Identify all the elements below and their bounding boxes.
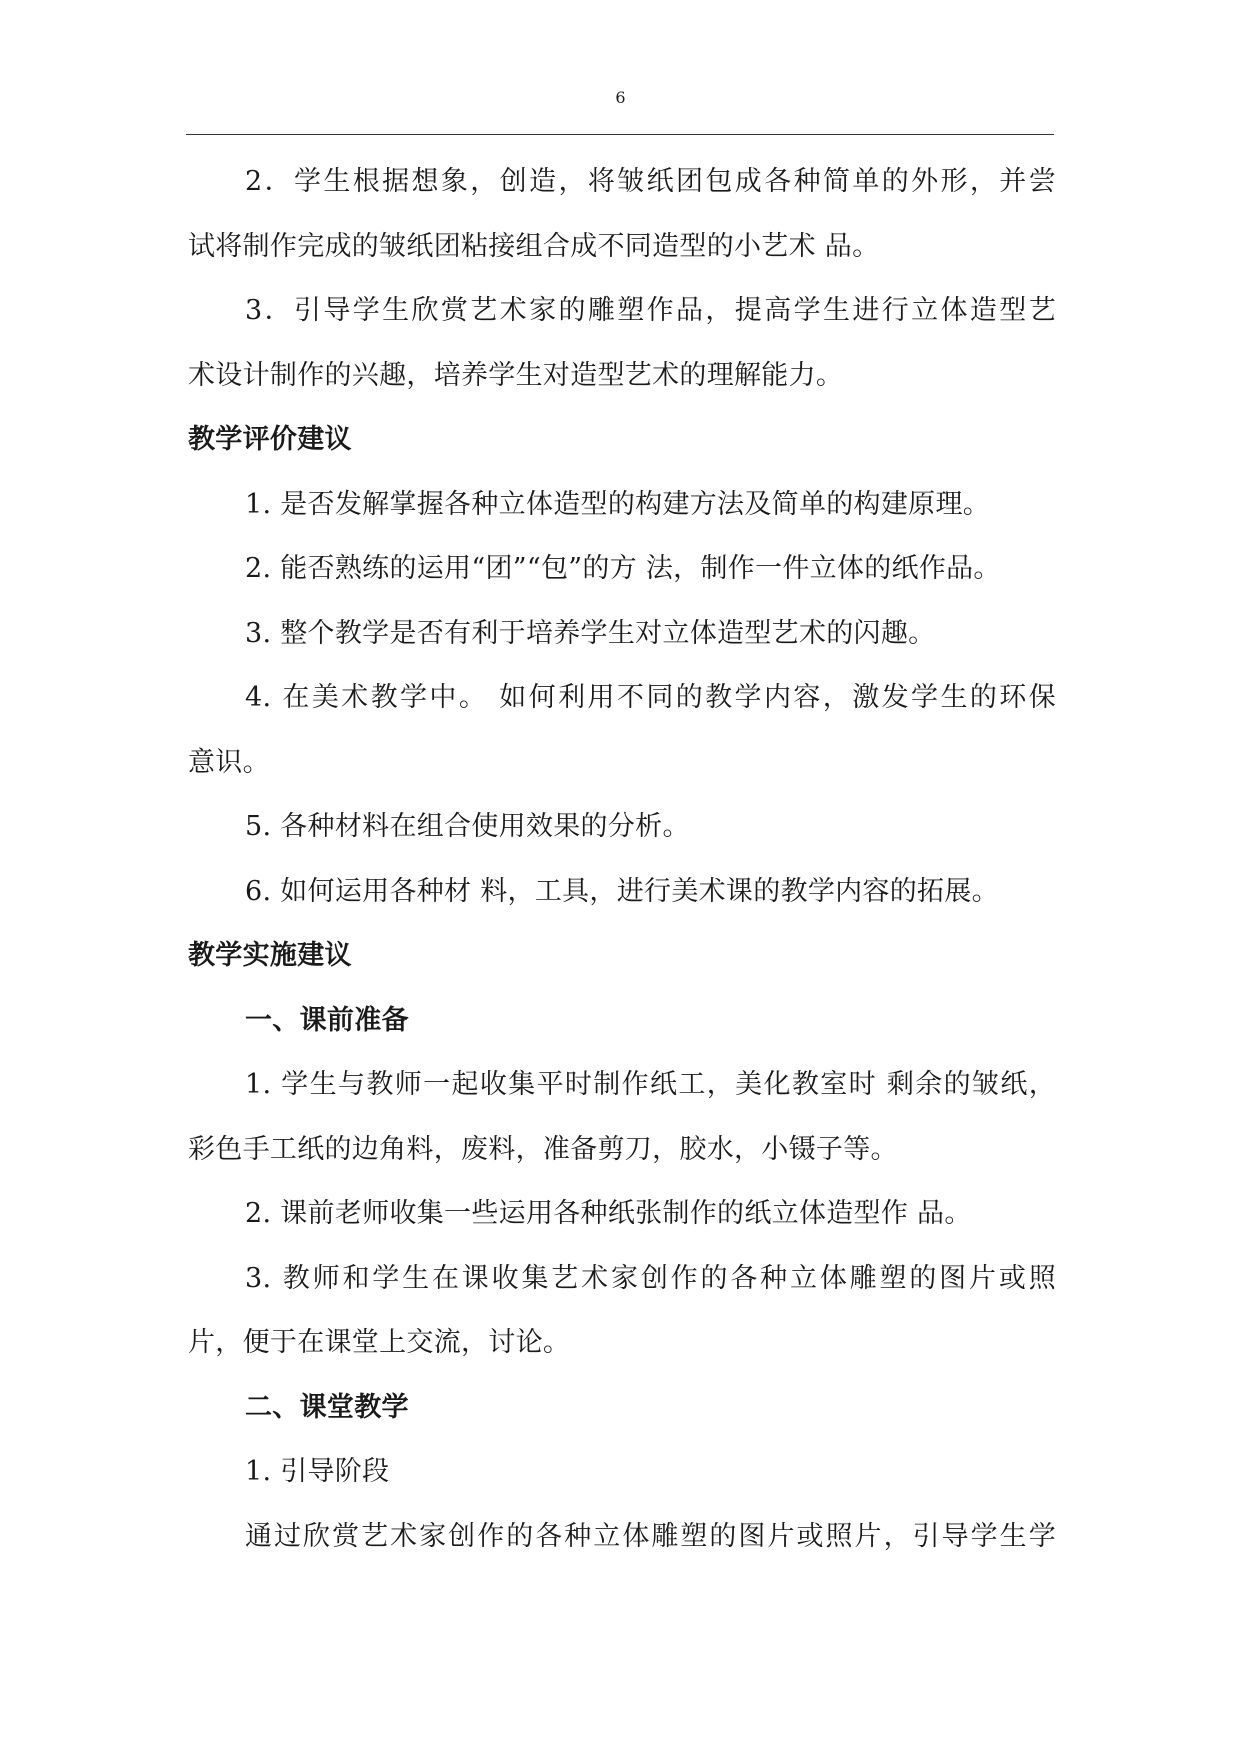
subsection-heading: 二、课堂教学 xyxy=(245,1391,409,1423)
paragraph-line: 意识。 xyxy=(188,746,270,778)
paragraph-line: 术设计制作的兴趣，培养学生对造型艺术的理解能力。 xyxy=(188,359,844,391)
list-item: 1. 是否发解掌握各种立体造型的构建方法及简单的构建原理。 xyxy=(245,488,991,520)
list-item: 3. 教师和学生在课收集艺术家创作的各种立体雕塑的图片或照 xyxy=(245,1262,1056,1294)
paragraph-line: 2．学生根据想象，创造，将皱纸团包成各种简单的外形，并尝 xyxy=(245,166,1056,197)
list-item: 2. 能否熟练的运用“团”“包”的方 法，制作一件立体的纸作品。 xyxy=(245,553,1001,584)
section-heading: 教学实施建议 xyxy=(188,940,352,971)
list-item: 5. 各种材料在组合使用效果的分析。 xyxy=(245,811,690,842)
list-item: 1. 学生与教师一起收集平时制作纸工，美化教室时 剩余的皱纸， xyxy=(245,1069,1056,1100)
page-number: 6 xyxy=(615,88,626,107)
section-heading: 教学评价建议 xyxy=(188,424,352,455)
list-item: 4. 在美术教学中。 如何利用不同的教学内容，激发学生的环保 xyxy=(245,682,1056,713)
paragraph-line: 3．引导学生欣赏艺术家的雕塑作品，提高学生进行立体造型艺 xyxy=(245,295,1056,326)
list-item: 2. 课前老师收集一些运用各种纸张制作的纸立体造型作 品。 xyxy=(245,1198,972,1229)
list-item: 1. 引导阶段 xyxy=(245,1456,390,1487)
paragraph-line: 通过欣赏艺术家创作的各种立体雕塑的图片或照片，引导学生学 xyxy=(245,1520,1056,1552)
paragraph-line: 彩色手工纸的边角料，废料，准备剪刀，胶水，小镊子等。 xyxy=(188,1133,898,1165)
paragraph-line: 试将制作完成的皱纸团粘接组合成不同造型的小艺术 品。 xyxy=(188,230,880,262)
paragraph-line: 片，便于在课堂上交流，讨论。 xyxy=(188,1327,571,1358)
subsection-heading: 一、课前准备 xyxy=(245,1004,409,1036)
header-divider xyxy=(186,134,1054,135)
list-item: 6. 如何运用各种材 料，工具，进行美术课的教学内容的拓展。 xyxy=(245,875,999,907)
document-body xyxy=(188,150,1056,1569)
list-item: 3. 整个教学是否有利于培养学生对立体造型艺术的闪趣。 xyxy=(245,617,936,649)
